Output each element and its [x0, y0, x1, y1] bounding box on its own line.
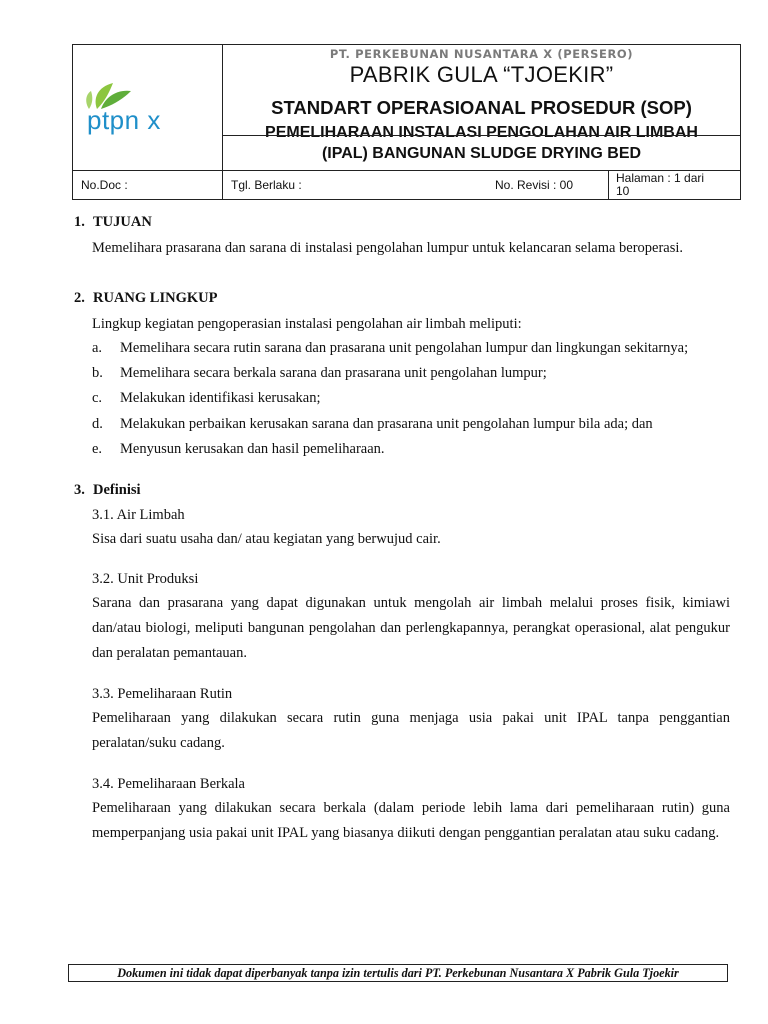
title-divider — [223, 135, 740, 136]
factory-name: PABRIK GULA “TJOEKIR” — [349, 62, 614, 87]
list-text: Menyusun kerusakan dan hasil pemeliharaan. — [120, 441, 385, 457]
definition-text: Pemeliharaan yang dilakukan secara berkala (dalam periode lebih lama dari pemeliharaan rutin) guna memperpanjang usia pakai unit IPAL yang biasanya diikuti dengan penggantian peralatan atau suku cadang. — [92, 800, 730, 841]
section-heading-definisi — [74, 482, 141, 499]
section-heading-tujuan — [74, 214, 152, 231]
halaman-line2: 10 — [616, 184, 630, 198]
section-title: Definisi — [93, 482, 141, 498]
list-item — [92, 441, 385, 458]
tgl-berlaku-label: Tgl. Berlaku : — [231, 178, 302, 192]
list-text: Memelihara secara berkala sarana dan prasarana unit pengolahan lumpur; — [120, 365, 547, 381]
section-number: 1. — [74, 214, 85, 230]
sop-subtitle — [223, 122, 740, 164]
list-marker: e. — [92, 441, 103, 457]
no-doc-cell: No.Doc : — [73, 171, 223, 199]
title-cell — [223, 45, 740, 170]
list-item — [92, 390, 321, 407]
list-item — [92, 416, 653, 433]
document-footer-notice: Dokumen ini tidak dapat diperbanyak tanpa izin tertulis dari PT. Perkebunan Nusantara X Pabrik Gula Tjoekir — [68, 964, 728, 982]
definition-heading: 3.1. Air Limbah — [92, 507, 185, 523]
sop-header-table — [72, 44, 741, 200]
halaman-line1: Halaman : 1 dari — [616, 171, 705, 185]
section-title: RUANG LINGKUP — [93, 290, 218, 306]
list-marker: a. — [92, 340, 103, 356]
list-item — [92, 365, 547, 382]
sop-subtitle-line1: PEMELIHARAAN INSTALASI PENGOLAHAN AIR LIMBAH — [265, 124, 698, 141]
list-text: Memelihara secara rutin sarana dan prasarana unit pengolahan lumpur dan lingkungan sekitarnya; — [120, 340, 689, 356]
logo-cell — [73, 45, 223, 170]
tgl-berlaku-cell — [223, 171, 609, 199]
list-item — [92, 340, 688, 357]
definition-heading: 3.4. Pemeliharaan Berkala — [92, 776, 245, 792]
definition-heading: 3.3. Pemeliharaan Rutin — [92, 686, 233, 702]
list-text: Melakukan identifikasi kerusakan; — [120, 390, 321, 406]
section-number: 3. — [74, 482, 85, 498]
section-number: 2. — [74, 290, 85, 306]
ruang-lingkup-intro: Lingkup kegiatan pengoperasian instalasi pengolahan air limbah meliputi: — [92, 316, 522, 332]
ptpn-logo-wordmark: ptpn x — [87, 105, 161, 135]
section-title: TUJUAN — [93, 214, 152, 230]
company-name: PT. PERKEBUNAN NUSANTARA X (PERSERO) — [329, 47, 634, 61]
definition-text: Sarana dan prasarana yang dapat digunakan untuk mengolah air limbah melalui proses fisik, kimiawi dan/atau biologi, meliputi bangunan pengolahan dan perlengkapannya, perangkat operasional, alat pengukur dan peralatan pemantauan. — [92, 595, 730, 661]
halaman-cell — [609, 171, 740, 199]
no-revisi-label: No. Revisi : 00 — [495, 178, 574, 192]
tujuan-text: Memelihara prasarana dan sarana di instalasi pengolahan lumpur untuk kelancaran selama beroperasi. — [92, 240, 684, 256]
definition-heading: 3.2. Unit Produksi — [92, 571, 199, 587]
sop-title: STANDART OPERASIOANAL PROSEDUR (SOP) — [271, 97, 692, 118]
definition-text: Sisa dari suatu usaha dan/ atau kegiatan yang berwujud cair. — [92, 531, 441, 547]
definition-text: Pemeliharaan yang dilakukan secara rutin guna menjaga usia pakai unit IPAL tanpa penggantian peralatan/suku cadang. — [92, 710, 730, 751]
section-heading-ruang-lingkup — [74, 290, 217, 307]
list-text: Melakukan perbaikan kerusakan sarana dan prasarana unit pengolahan lumpur bila ada; dan — [120, 416, 653, 432]
list-marker: b. — [92, 365, 103, 381]
list-marker: c. — [92, 390, 103, 406]
list-marker: d. — [92, 416, 103, 432]
sop-subtitle-line2: (IPAL) BANGUNAN SLUDGE DRYING BED — [321, 145, 642, 162]
